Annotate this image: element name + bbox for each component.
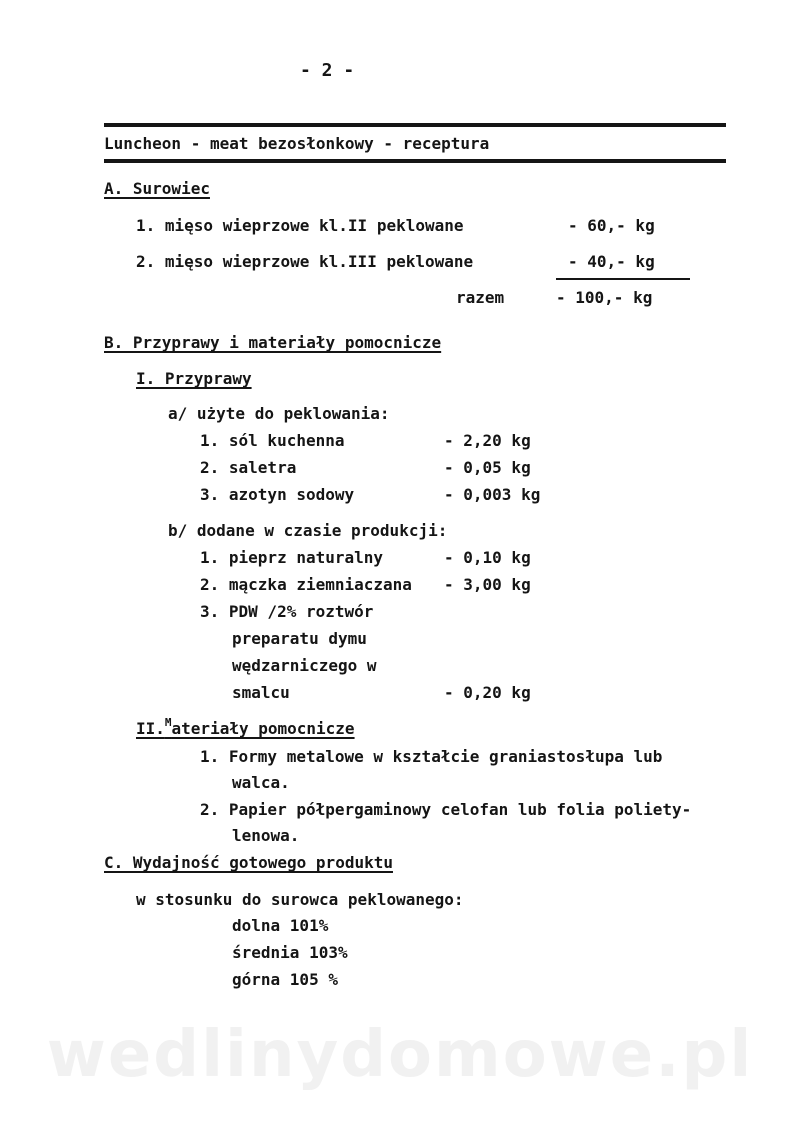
section-b-sub1-heading: I. Przyprawy	[136, 369, 252, 388]
section-b-b-item-3-line-2: preparatu dymu	[232, 629, 367, 648]
section-c-item-3: górna 105 %	[232, 970, 338, 989]
section-b-a-item-2-amount: - 0,05 kg	[444, 458, 531, 477]
sum-rule	[556, 278, 690, 280]
section-c-heading: C. Wydajność gotowego produktu	[104, 853, 393, 872]
section-b-b-item-3-line-4: smalcu	[232, 683, 290, 702]
section-b-b-item-3-line-1: 3. PDW /2% roztwór	[200, 602, 374, 621]
section-c-intro: w stosunku do surowca peklowanego:	[136, 890, 464, 909]
section-b-b-item-2-amount: - 3,00 kg	[444, 575, 531, 594]
section-b-b-heading: b/ dodane w czasie produkcji:	[168, 521, 448, 540]
section-b-a-item-1-label: 1. sól kuchenna	[200, 431, 345, 450]
section-a-item-2-amount: - 40,- kg	[568, 252, 655, 271]
section-b-a-item-3-amount: - 0,003 kg	[444, 485, 541, 504]
section-b-b-item-1-amount: - 0,10 kg	[444, 548, 531, 567]
section-a-item-1-label: 1. mięso wieprzowe kl.II peklowane	[136, 216, 464, 235]
section-b-b-item-3-amount: - 0,20 kg	[444, 683, 531, 702]
section-b-a-item-2-label: 2. saletra	[200, 458, 297, 477]
section-a-item-1-amount: - 60,- kg	[568, 216, 655, 235]
section-b-a-heading: a/ użyte do peklowania:	[168, 404, 390, 423]
section-b-b-item-2-label: 2. mączka ziemniaczana	[200, 575, 412, 594]
title-rule-bottom	[104, 159, 726, 163]
sub2-heading-prefix: II.	[136, 719, 165, 738]
section-b-sub2-item-1-line-2: walca.	[232, 773, 290, 792]
section-a-heading: A. Surowiec	[104, 179, 210, 198]
section-a-total-label: razem	[456, 288, 505, 307]
section-b-heading: B. Przyprawy i materiały pomocnicze	[104, 333, 442, 352]
section-a-item-2-label: 2. mięso wieprzowe kl.III peklowane	[136, 252, 474, 271]
section-b-b-item-3-line-3: wędzarniczego w	[232, 656, 377, 675]
sub2-heading-sup: M	[164, 716, 172, 729]
section-b-b-item-1-label: 1. pieprz naturalny	[200, 548, 384, 567]
section-b-sub2-item-1-line-1: 1. Formy metalowe w kształcie graniastosłupa lub	[200, 747, 663, 766]
section-b-sub2-item-2-line-1: 2. Papier półpergaminowy celofan lub folia poliety-	[200, 800, 692, 819]
section-b-sub2-heading	[136, 716, 355, 738]
section-a-total-amount: - 100,- kg	[556, 288, 653, 307]
section-b-a-item-1-amount: - 2,20 kg	[444, 431, 531, 450]
section-b-sub2-item-2-line-2: lenowa.	[232, 826, 300, 845]
page-number: - 2 -	[300, 60, 355, 81]
section-c-item-2: średnia 103%	[232, 943, 348, 962]
watermark: wedlinydomowe.pl	[46, 1018, 754, 1092]
sub2-heading-rest: ateriały pomocnicze	[171, 719, 355, 738]
section-c-item-1: dolna 101%	[232, 916, 329, 935]
title-rule-top	[104, 123, 726, 127]
document-title: Luncheon - meat bezosłonkowy - receptura	[104, 134, 490, 153]
section-b-a-item-3-label: 3. azotyn sodowy	[200, 485, 355, 504]
